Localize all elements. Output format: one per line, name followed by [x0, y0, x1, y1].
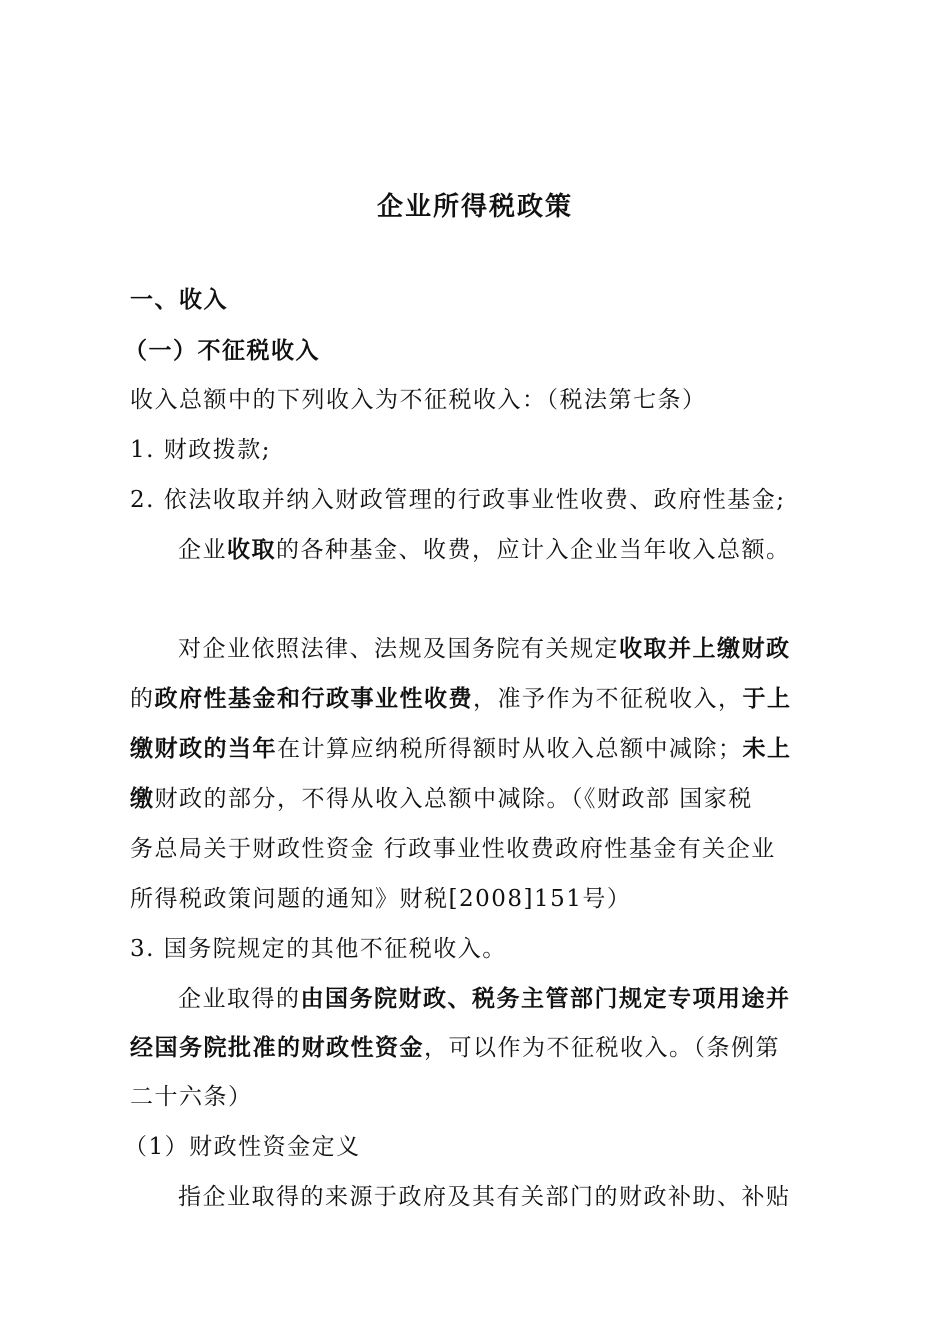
list-item-1: 1. 财政拨款;	[130, 437, 272, 463]
bold-text: 缴财政的当年	[130, 736, 277, 762]
text-run: 企业	[178, 537, 227, 563]
text-run: 财政的部分，不得从收入总额中减除。（《财政部 国家税	[154, 786, 753, 812]
paragraph-policy-line-1	[178, 634, 878, 664]
page-title: 企业所得税政策	[376, 192, 573, 222]
text-run: 在计算应纳税所得额时从收入总额中减除；	[277, 736, 743, 762]
section-heading-income: 一、收入	[130, 287, 228, 313]
paragraph-policy-line-2	[130, 684, 830, 714]
bold-text: 缴	[130, 786, 155, 812]
bold-text: 收取	[227, 537, 276, 563]
bold-text: 政府性基金和行政事业性收费	[154, 686, 473, 712]
text-run: ，准予作为不征税收入，	[473, 686, 743, 712]
bold-text: 未上	[742, 736, 792, 762]
intro-paragraph: 收入总额中的下列收入为不征税收入：（税法第七条）	[130, 387, 707, 413]
subheading-fiscal-funds-definition: （1）财政性资金定义	[124, 1134, 361, 1160]
text-run: ，可以作为不征税收入。（条例第	[424, 1035, 780, 1061]
list-item-3: 3. 国务院规定的其他不征税收入。	[130, 936, 507, 962]
text-run: 的各种基金、收费，应计入企业当年收入总额。	[276, 537, 791, 563]
text-run: 企业取得的	[178, 986, 301, 1012]
paragraph-policy-line-6: 所得税政策问题的通知》财税[2008]151号）	[130, 886, 632, 912]
list-item-2: 2. 依法收取并纳入财政管理的行政事业性收费、政府性基金;	[130, 487, 786, 513]
bold-text: 于上	[742, 686, 792, 712]
paragraph-fees	[178, 535, 878, 565]
paragraph-fiscal-funds-line-3: 二十六条）	[130, 1084, 253, 1110]
bold-text: 收取并上缴财政	[619, 636, 791, 662]
paragraph-policy-line-5: 务总局关于财政性资金 行政事业性收费政府性基金有关企业	[130, 836, 776, 862]
paragraph-definition: 指企业取得的来源于政府及其有关部门的财政补助、补贴	[178, 1184, 791, 1210]
subsection-heading-non-taxable: （一）不征税收入	[124, 338, 320, 364]
paragraph-policy-line-4	[130, 784, 830, 814]
bold-text: 经国务院批准的财政性资金	[130, 1035, 424, 1061]
paragraph-fiscal-funds-line-2	[130, 1033, 830, 1063]
text-run: 对企业依照法律、法规及国务院有关规定	[178, 636, 619, 662]
paragraph-fiscal-funds-line-1	[178, 984, 878, 1014]
paragraph-policy-line-3	[130, 734, 830, 764]
text-run: 的	[130, 686, 155, 712]
bold-text: 由国务院财政、税务主管部门规定专项用途并	[300, 986, 791, 1012]
